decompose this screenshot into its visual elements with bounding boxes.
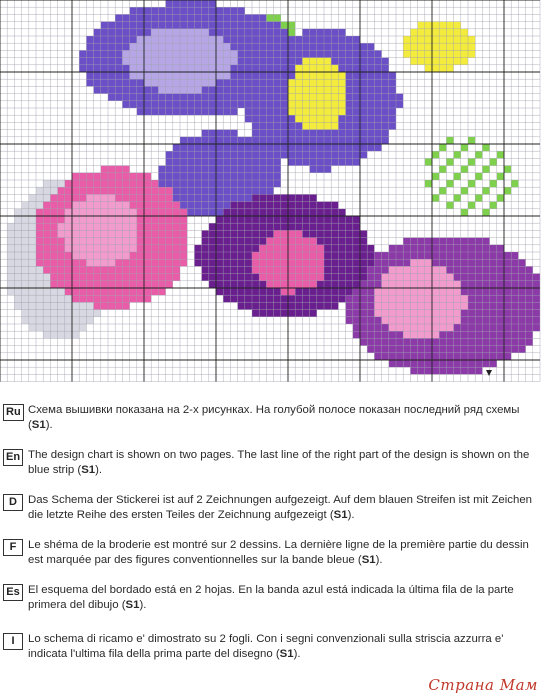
- language-code-badge: I: [3, 633, 23, 650]
- marker-label: S1: [361, 554, 376, 566]
- language-code-badge: D: [3, 494, 23, 511]
- instruction-text: Lo schema di ricamo e' dimostrato su 2 fogli. Con i segni convenzionali sulla striscia azzurra e' indicata l'ultima fila della prima parte del disegno (S1).: [28, 633, 504, 660]
- language-code-badge: F: [3, 539, 23, 556]
- language-code-badge: Ru: [3, 404, 24, 421]
- language-code-badge: Es: [3, 584, 23, 601]
- instruction-text: El esquema del bordado está en 2 hojas. En la banda azul está indicada la última fila de la parte primera del dibujo (S1).: [28, 584, 514, 611]
- marker-label: S1: [333, 509, 348, 521]
- instruction-text: Схема вышивки показана на 2-х рисунках. На голубой полосе показан последний ряд схемы (S1).: [28, 404, 520, 431]
- instruction-text: Das Schema der Stickerei ist auf 2 Zeichnungen aufgezeigt. Auf dem blauen Streifen ist mit Zeichen die letzte Reihe des ersten Teiles der Zeichnung aufgezeigt (S1).: [28, 494, 532, 521]
- marker-label: S1: [81, 464, 96, 476]
- language-code-badge: En: [3, 449, 23, 466]
- marker-label: S1: [125, 599, 140, 611]
- instruction-text: The design chart is shown on two pages. The last line of the right part of the design is shown on the blue strip (S1).: [28, 449, 530, 476]
- site-watermark: Страна Мам: [428, 676, 538, 694]
- marker-label: S1: [31, 419, 46, 431]
- instruction-text: Le shéma de la broderie est montré sur 2 dessins. La dernière ligne de la première partie du dessin est marquée par des figures conventionnelles sur la bande bleue (S1).: [28, 539, 529, 566]
- marker-label: S1: [279, 648, 294, 660]
